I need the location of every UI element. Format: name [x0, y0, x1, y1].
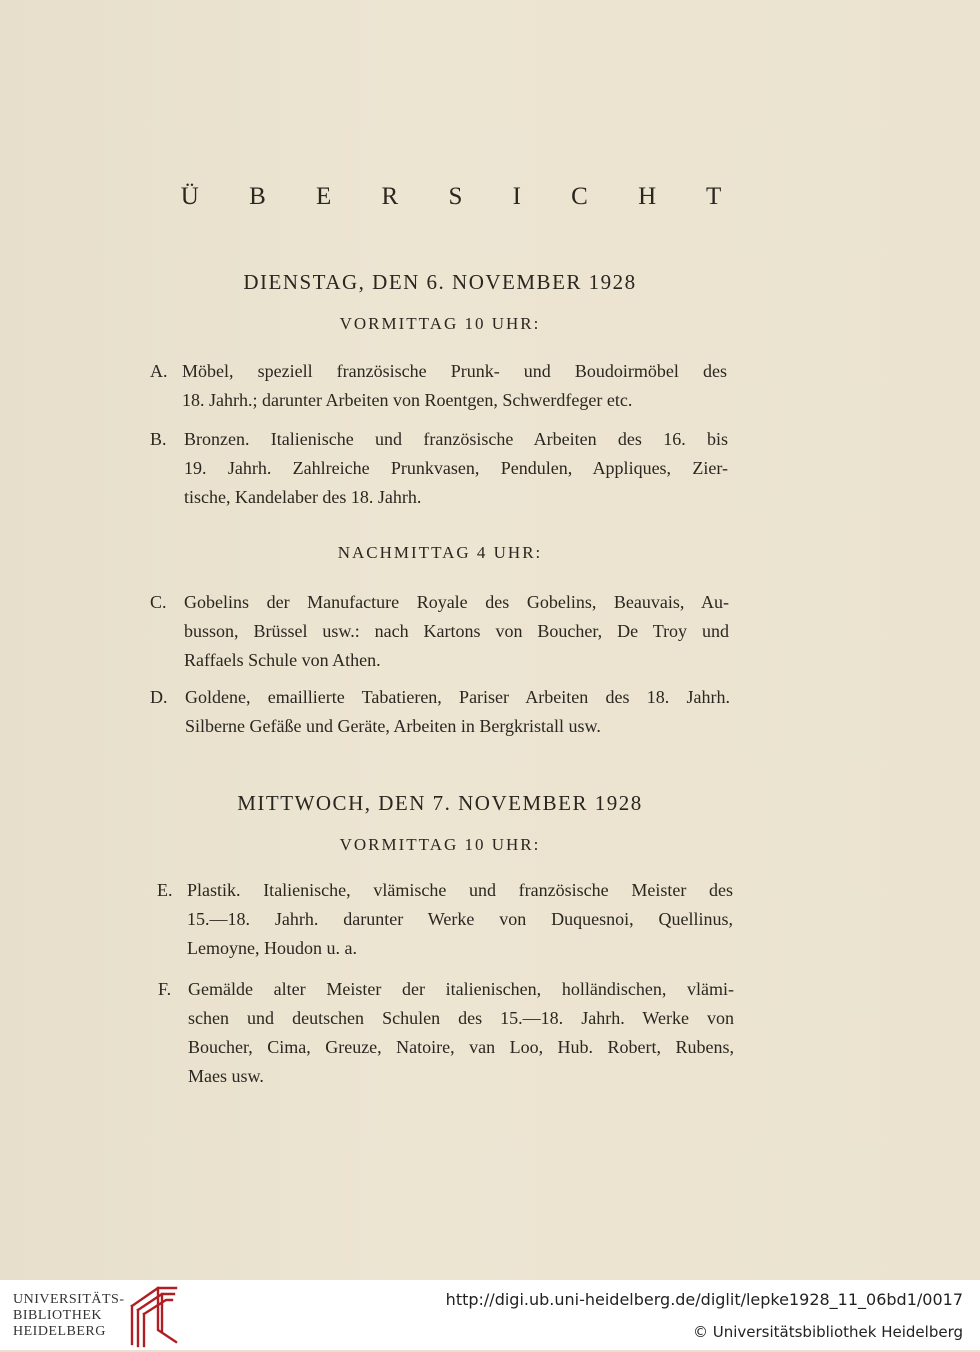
entry-c	[150, 588, 729, 675]
entry-letter: B.	[150, 429, 167, 449]
library-name	[13, 1292, 125, 1340]
session-heading-afternoon: NACHMITTAG 4 UHR:	[337, 543, 543, 562]
library-name-line: UNIVERSITÄTS-	[13, 1292, 125, 1307]
library-name-line: BIBLIOTHEK	[13, 1308, 102, 1323]
entry-line: Plastik. Italienische, vlämische und französische Meister des	[187, 880, 733, 900]
footer-bar	[0, 1280, 980, 1350]
entry-line: tische, Kandelaber des 18. Jahrh.	[184, 487, 422, 507]
entry-letter: E.	[157, 880, 173, 900]
entry-line: Gobelins der Manufacture Royale des Gobelins, Beauvais, Au-	[184, 592, 729, 612]
entry-line: Silberne Gefäße und Geräte, Arbeiten in Bergkristall usw.	[185, 716, 601, 736]
entry-f	[158, 975, 734, 1091]
day-heading-tuesday: DIENSTAG, DEN 6. NOVEMBER 1928	[243, 270, 637, 294]
entry-d	[150, 683, 730, 741]
session-heading-morning: VORMITTAG 10 UHR:	[339, 314, 541, 333]
day-heading-wednesday: MITTWOCH, DEN 7. NOVEMBER 1928	[237, 791, 643, 815]
entry-line: busson, Brüssel usw.: nach Kartons von Boucher, De Troy und	[184, 621, 729, 641]
entry-line: schen und deutschen Schulen des 15.—18. Jahrh. Werke von	[188, 1008, 734, 1028]
entry-letter: C.	[150, 592, 167, 612]
library-name-line: HEIDELBERG	[13, 1324, 106, 1339]
entry-b	[150, 425, 728, 512]
entry-letter: A.	[150, 361, 168, 381]
entry-line: 19. Jahrh. Zahlreiche Prunkvasen, Pendulen, Appliques, Zier-	[184, 458, 728, 478]
entry-line: Lemoyne, Houdon u. a.	[187, 938, 357, 958]
document-url-link[interactable]: http://digi.ub.uni-heidelberg.de/diglit/lepke1928_11_06bd1/0017	[445, 1290, 963, 1309]
library-logo-icon	[128, 1284, 180, 1352]
entry-line: Maes usw.	[188, 1066, 264, 1086]
entry-line: Möbel, speziell französische Prunk- und Boudoirmöbel des	[182, 361, 727, 381]
entry-letter: D.	[150, 687, 168, 707]
entry-a	[150, 357, 727, 415]
copyright-notice: © Universitätsbibliothek Heidelberg	[692, 1323, 963, 1341]
page-title: Ü B E R S I C H T	[180, 183, 744, 210]
entry-line: Boucher, Cima, Greuze, Natoire, van Loo, Hub. Robert, Rubens,	[188, 1037, 734, 1057]
entry-line: 15.—18. Jahrh. darunter Werke von Duquesnoi, Quellinus,	[187, 909, 733, 929]
entry-line: Raffaels Schule von Athen.	[184, 650, 381, 670]
entry-line: 18. Jahrh.; darunter Arbeiten von Roentgen, Schwerdfeger etc.	[182, 390, 633, 410]
entry-line: Gemälde alter Meister der italienischen, holländischen, vlämi-	[188, 979, 734, 999]
entry-line: Bronzen. Italienische und französische Arbeiten des 16. bis	[184, 429, 728, 449]
entry-letter: F.	[158, 979, 172, 999]
session-heading-morning: VORMITTAG 10 UHR:	[339, 835, 541, 854]
entry-line: Goldene, emaillierte Tabatieren, Pariser Arbeiten des 18. Jahrh.	[185, 687, 730, 707]
entry-e	[157, 876, 733, 963]
